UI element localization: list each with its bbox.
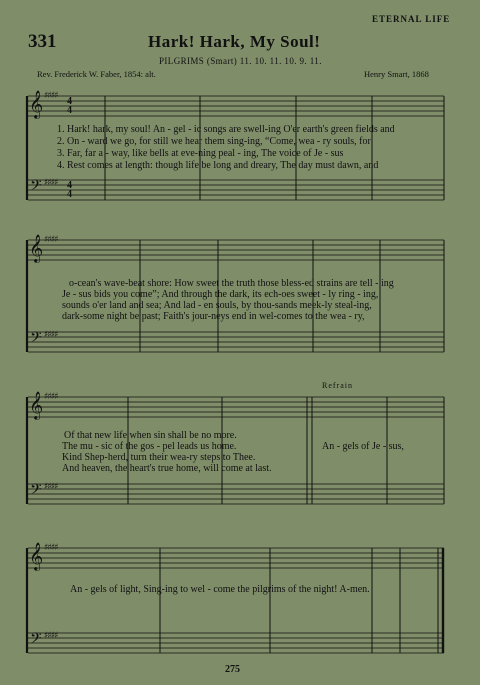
bass-clef-icon: 𝄢: [30, 329, 42, 350]
treble-clef-icon: 𝄞: [29, 391, 44, 419]
treble-clef-icon: 𝄞: [29, 542, 44, 570]
refrain-text-line-1: An - gels of Je - sus,: [322, 441, 404, 452]
key-signature-sharps-icon: ♯♯♯♯: [44, 482, 58, 492]
author-credit: Rev. Frederick W. Faber, 1854: alt.: [37, 69, 156, 79]
system-4-bass-staff: [28, 630, 444, 653]
composer-credit: Henry Smart, 1868: [364, 69, 429, 79]
key-signature-sharps-icon: ♯♯♯♯: [44, 91, 58, 101]
page-number: 275: [225, 664, 240, 675]
key-signature-sharps-icon: ♯♯♯♯: [44, 235, 58, 245]
verse-3-line-2: sounds o'er land and sea; And lad - en souls, by thou-sands meek-ly steal-ing,: [62, 300, 372, 311]
verse-4-line-2: dark-some night be past; Faith's jour-neys end in wel-comes to the wea - ry,: [62, 311, 365, 322]
verse-1-line-2: o-cean's wave-beat shore: How sweet the truth those bless-ed strains are tell - ing: [69, 278, 394, 289]
key-signature-sharps-icon: ♯♯♯♯: [44, 330, 58, 340]
treble-clef-icon: 𝄞: [29, 234, 44, 262]
treble-clef-icon: 𝄞: [29, 90, 44, 118]
time-signature-bottom: 4: [67, 105, 72, 116]
tune-name: PILGRIMS (Smart) 11. 10. 11. 10. 9. 11.: [159, 56, 322, 66]
verse-4-line-3: And heaven, the heart's true home, will come at last.: [62, 463, 272, 474]
key-signature-sharps-icon: ♯♯♯♯: [44, 178, 58, 188]
time-signature-bottom: 4: [67, 189, 72, 200]
key-signature-sharps-icon: ♯♯♯♯: [44, 392, 58, 402]
refrain-label: Refrain: [322, 381, 353, 390]
system-4-treble-staff: [28, 548, 444, 568]
hymn-title: Hark! Hark, My Soul!: [148, 32, 321, 51]
time-signature-top: 4: [67, 96, 72, 107]
hymn-number: 331: [28, 31, 57, 52]
verse-4-line-1: 4. Rest comes at length: though life be long and dreary, The day must dawn, and: [57, 160, 379, 171]
verse-2-line-1: 2. On - ward we go, for still we hear them sing-ing, “Come, wea - ry souls, for: [57, 136, 371, 147]
key-signature-sharps-icon: ♯♯♯♯: [44, 543, 58, 553]
verse-1-line-1: 1. Hark! hark, my soul! An - gel - ic songs are swell-ing O'er earth's green fields and: [57, 124, 395, 135]
key-signature-sharps-icon: ♯♯♯♯: [44, 631, 58, 641]
verse-1-line-3: Of that new life when sin shall be no more.: [64, 430, 237, 441]
verse-2-line-3: The mu - sic of the gos - pel leads us home.: [62, 441, 237, 452]
final-lyric-line: An - gels of light, Sing-ing to wel - come the pilgrims of the night! A-men.: [70, 584, 370, 595]
bass-clef-icon: 𝄢: [30, 630, 42, 651]
section-label: ETERNAL LIFE: [372, 14, 451, 24]
verse-3-line-3: Kind Shep-herd, turn their wea-ry steps to Thee.: [62, 452, 256, 463]
time-signature-top: 4: [67, 180, 72, 191]
verse-2-line-2: Je - sus bids you come”; And through the dark, its ech-oes sweet - ly ring - ing,: [62, 289, 379, 300]
bass-clef-icon: 𝄢: [30, 177, 42, 198]
bass-clef-icon: 𝄢: [30, 481, 42, 502]
verse-3-line-1: 3. Far, far a - way, like bells at eve-ning peal - ing, The voice of Je - sus: [57, 148, 344, 159]
